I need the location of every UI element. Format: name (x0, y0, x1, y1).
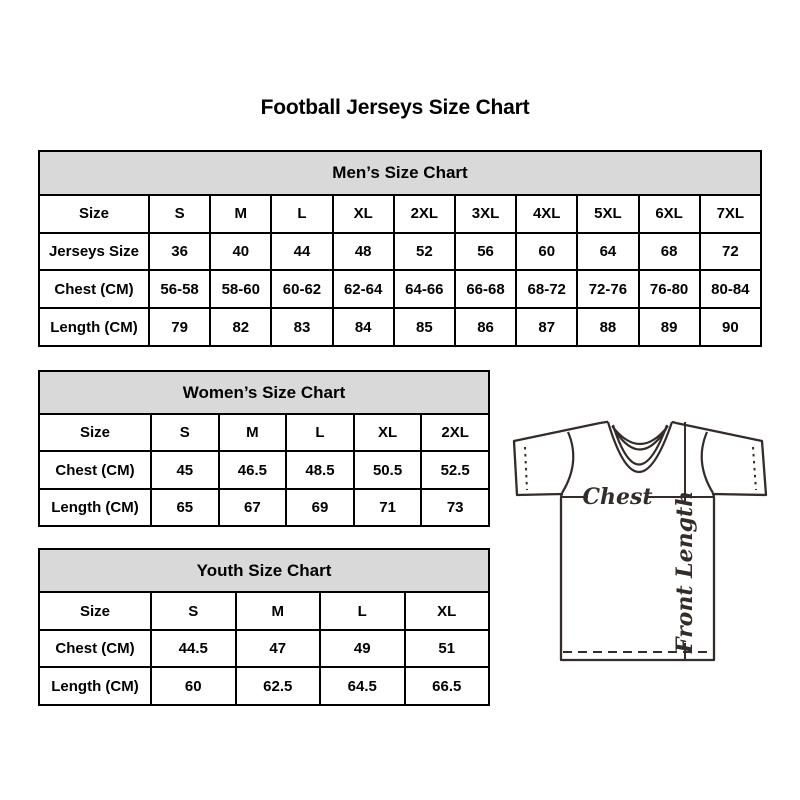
size-value-cell: 86 (455, 308, 516, 346)
size-value-cell: 48 (333, 233, 394, 271)
size-value-cell: 65 (151, 489, 219, 526)
size-value-cell: L (320, 592, 405, 630)
size-value-cell: 60-62 (271, 270, 332, 308)
size-value-cell: XL (405, 592, 490, 630)
size-value-cell: XL (354, 414, 422, 451)
jersey-measurement-diagram (500, 400, 780, 680)
cuff-dotted-line-right (753, 447, 756, 490)
size-value-cell: L (286, 414, 354, 451)
size-value-cell: 89 (639, 308, 700, 346)
size-value-cell: 50.5 (354, 451, 422, 488)
table-row (39, 270, 761, 308)
table-row (39, 195, 761, 233)
size-value-cell: 49 (320, 630, 405, 668)
size-value-cell: 87 (516, 308, 577, 346)
size-value-cell: 56 (455, 233, 516, 271)
size-value-cell: S (151, 592, 236, 630)
size-value-cell: 69 (286, 489, 354, 526)
size-value-cell: 3XL (455, 195, 516, 233)
size-value-cell: 2XL (421, 414, 489, 451)
size-value-cell: 7XL (700, 195, 761, 233)
mens-size-chart-table (38, 150, 762, 347)
size-value-cell: M (236, 592, 321, 630)
size-value-cell: 47 (236, 630, 321, 668)
size-value-cell: 88 (577, 308, 638, 346)
table-row (39, 233, 761, 271)
size-value-cell: 6XL (639, 195, 700, 233)
size-value-cell: 90 (700, 308, 761, 346)
row-label: Jerseys Size (39, 233, 149, 271)
size-value-cell: 52 (394, 233, 455, 271)
size-value-cell: 2XL (394, 195, 455, 233)
table-title-row (39, 549, 489, 592)
size-value-cell: 68 (639, 233, 700, 271)
table-title: Women’s Size Chart (39, 371, 489, 414)
size-value-cell: 40 (210, 233, 271, 271)
row-label: Length (CM) (39, 308, 149, 346)
table-row (39, 630, 489, 668)
size-value-cell: 62.5 (236, 667, 321, 705)
table-row (39, 667, 489, 705)
table-title-row (39, 151, 761, 195)
size-value-cell: 64-66 (394, 270, 455, 308)
front-length-label: Front Length (672, 490, 698, 654)
cuff-dotted-line-left (525, 447, 527, 490)
size-table (38, 548, 490, 706)
size-value-cell: 73 (421, 489, 489, 526)
size-value-cell: 64 (577, 233, 638, 271)
size-table (38, 370, 490, 527)
row-label: Chest (CM) (39, 630, 151, 668)
sleeve-seam-left (562, 432, 573, 493)
size-value-cell: 72-76 (577, 270, 638, 308)
size-value-cell: 46.5 (219, 451, 287, 488)
sleeve-seam-right (702, 432, 713, 493)
row-label: Size (39, 414, 151, 451)
row-label: Size (39, 195, 149, 233)
size-value-cell: 52.5 (421, 451, 489, 488)
size-value-cell: 44 (271, 233, 332, 271)
size-value-cell: 85 (394, 308, 455, 346)
row-label: Length (CM) (39, 489, 151, 526)
table-row (39, 308, 761, 346)
size-value-cell: 80-84 (700, 270, 761, 308)
size-value-cell: 60 (516, 233, 577, 271)
size-value-cell: 68-72 (516, 270, 577, 308)
collar-lines (608, 422, 672, 472)
size-value-cell: 5XL (577, 195, 638, 233)
size-value-cell: 76-80 (639, 270, 700, 308)
size-value-cell: S (149, 195, 210, 233)
size-value-cell: 48.5 (286, 451, 354, 488)
size-value-cell: 82 (210, 308, 271, 346)
size-value-cell: 64.5 (320, 667, 405, 705)
row-label: Chest (CM) (39, 451, 151, 488)
shoulder-top-left-line (600, 422, 608, 423)
size-value-cell: 36 (149, 233, 210, 271)
table-row (39, 451, 489, 488)
size-value-cell: 56-58 (149, 270, 210, 308)
size-value-cell: 44.5 (151, 630, 236, 668)
size-value-cell: 62-64 (333, 270, 394, 308)
size-value-cell: 60 (151, 667, 236, 705)
size-value-cell: 66.5 (405, 667, 490, 705)
size-value-cell: M (210, 195, 271, 233)
youth-size-chart-table (38, 548, 490, 706)
row-label: Length (CM) (39, 667, 151, 705)
size-value-cell: M (219, 414, 287, 451)
table-row (39, 414, 489, 451)
size-value-cell: 67 (219, 489, 287, 526)
table-row (39, 592, 489, 630)
size-value-cell: 66-68 (455, 270, 516, 308)
page-title: Football Jerseys Size Chart (260, 96, 530, 119)
size-value-cell: 71 (354, 489, 422, 526)
size-value-cell: 45 (151, 451, 219, 488)
size-value-cell: L (271, 195, 332, 233)
table-title-row (39, 371, 489, 414)
size-value-cell: 4XL (516, 195, 577, 233)
chest-label: Chest (582, 484, 653, 510)
size-value-cell: 51 (405, 630, 490, 668)
size-value-cell: S (151, 414, 219, 451)
row-label: Size (39, 592, 151, 630)
womens-size-chart-table (38, 370, 490, 527)
size-value-cell: XL (333, 195, 394, 233)
table-title: Men’s Size Chart (39, 151, 761, 195)
jersey-outline (514, 423, 766, 660)
size-value-cell: 83 (271, 308, 332, 346)
table-row (39, 489, 489, 526)
size-table (38, 150, 762, 347)
size-value-cell: 79 (149, 308, 210, 346)
size-value-cell: 72 (700, 233, 761, 271)
size-value-cell: 58-60 (210, 270, 271, 308)
row-label: Chest (CM) (39, 270, 149, 308)
size-value-cell: 84 (333, 308, 394, 346)
table-title: Youth Size Chart (39, 549, 489, 592)
